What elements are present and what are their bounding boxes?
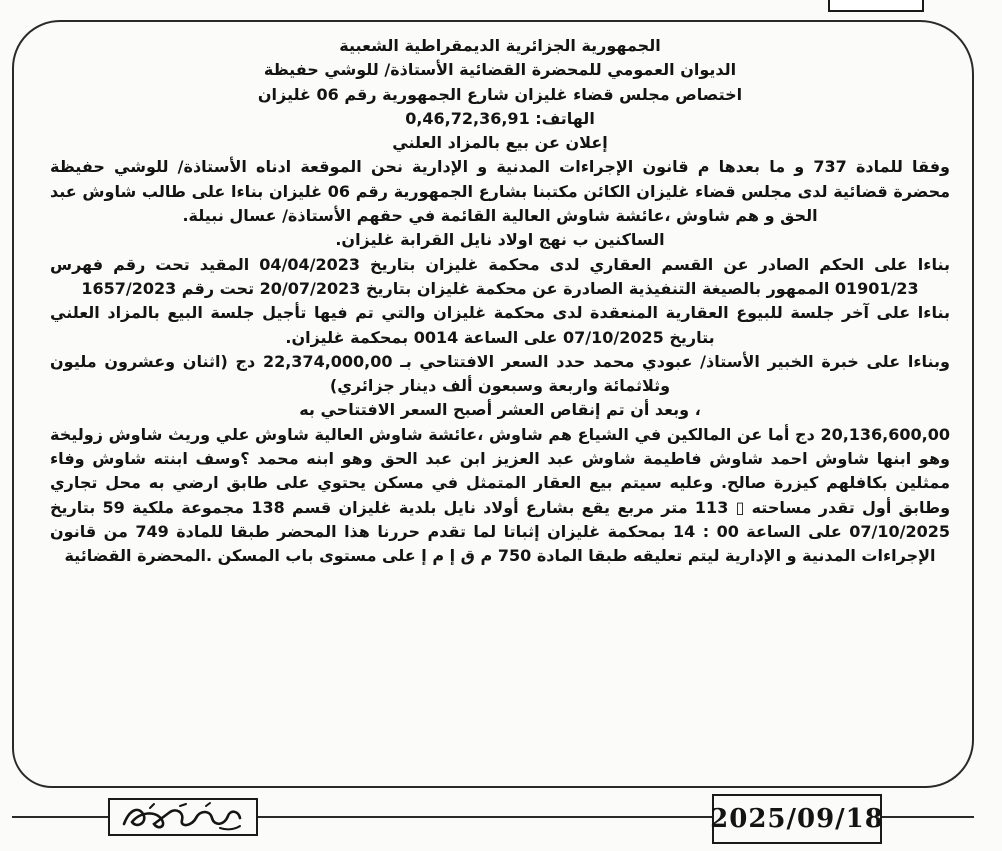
paragraph-owners-property: 20,136,600,00 دج أما عن المالكين في الشياع هم شاوش ،عائشة شاوش العالية شاوش علي وريث شاوش زوليخة وهو ابنها شاوش احمد شاوش فاطيمة شاوش عبد العزيز ابن عبد الحق وهو ابنه محمد ؟وسف ابنته شاوش وفاء ممثلين بكافلهم كيزرة صالح. وعليه سيتم بيع العقار المتمثل في مسكن يحتوي على طابق ارضي به محل تجاري وطابق أول تقدر مساحته ▯ 113 متر مربع يقع بشارع أولاد نايل بلدية غليزان قسم 138 مجموعة ملكية 59 بتاريخ 07/10/2025 على الساعة 00 : 14 بمحكمة غليزان إثباتا لما تقدم حررنا هذا المحضر طبقا للمادة 749 من قانون الإجراءات المدنية و الإدارية ليتم تعليقه طبقا المادة 750 م ق إ م إ على مستوى باب المسكن .المحضرة القضائية [50,424,951,566]
publication-date: 2025/09/18 [710,804,884,834]
paragraph-residence: الساكنين ب نهج اولاد نايل القرابة غليزان. [335,230,665,250]
notice-title: إعلان عن بيع بالمزاد العلني [392,133,608,153]
newspaper-logo [108,798,258,836]
date-box [712,794,882,844]
header-line-jurisdiction: اختصاص مجلس قضاء غليزان شارع الجمهورية رقم 06 غليزان [257,84,743,104]
calligraphy-logo-icon [110,800,256,834]
header-line-republic: الجمهورية الجزائرية الديمقراطية الشعبية [339,36,661,55]
paragraph-last-session: بناءا على آخر جلسة للبيوع العقارية المنعقدة لدى محكمة غليزان والتي تم فيها تأجيل جلسة البيع بالمزاد العلني بتاريخ 07/10/2025 على الساعة 0014 بمحكمة غليزان. [50,303,950,347]
paragraph-legal-basis: وفقا للمادة 737 و ما بعدها م قانون الإجراءات المدنية و الإدارية نحن الموقعة ادناه الأستاذة/ للوشي حفيظة محضرة قضائية لدى مجلس قضاء غليزان الكائن مكتبنا بشارع الجمهورية رقم 06 غليزان بناءا على طالب شاوش عبد الحق و هم شاوش ،عائشة شاوش العالية القائمة في حقهم الأستاذة/ عسال نبيلة. [50,157,951,226]
header-line-office: الديوان العمومي للمحضرة القضائية الأستاذة/ للوشي حفيظة [263,60,737,80]
paragraph-expert-price: وبناءا على خبرة الخبير الأستاذ/ عبودي محمد حدد السعر الافتتاحي بـ 22,374,000,00 دج (اثنان وعشرون مليون وثلاثمائة واربعة وسبعون ألف دينار جزائري) [50,351,951,396]
notice-content [50,34,950,569]
top-tab-box [828,0,924,12]
paragraph-judgment: بناءا على الحكم الصادر عن القسم العقاري لدى محكمة غليزان بتاريخ 04/04/2023 المقيد تحت رقم فهرس 01901/23 الممهور بالصيغة التنفيذية الصادرة عن محكمة غليزان بتاريخ 20/07/2023 تحت رقم 1657/2023 [50,254,951,298]
header-line-phone: الهاتف: 0,46,72,36,91 [405,108,595,128]
paragraph-reduction: ، وبعد أن تم إنقاص العشر أصبح السعر الافتتاحي به [299,400,701,420]
